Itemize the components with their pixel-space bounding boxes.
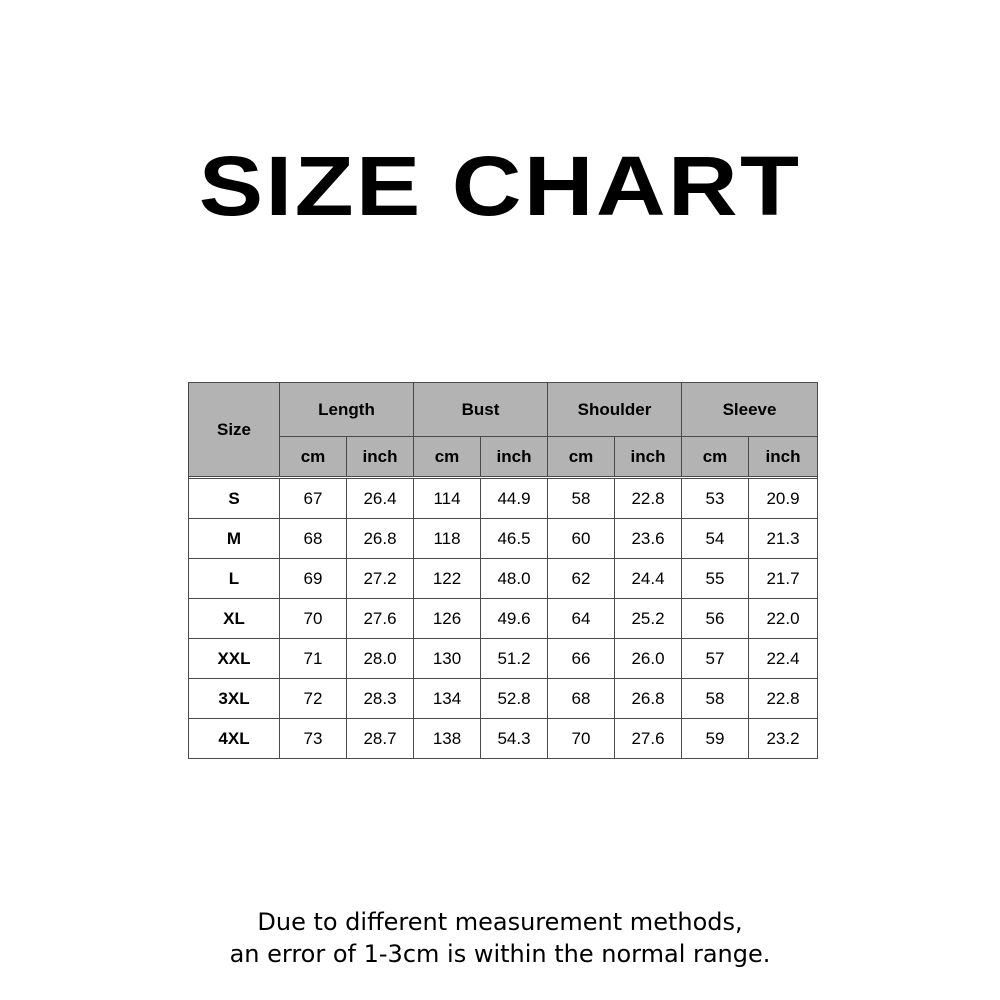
value-cell: 27.2 bbox=[347, 559, 414, 599]
value-cell: 58 bbox=[548, 479, 615, 519]
page-title: SIZE CHART bbox=[198, 139, 802, 233]
value-cell: 22.4 bbox=[749, 639, 818, 679]
value-cell: 46.5 bbox=[481, 519, 548, 559]
value-cell: 68 bbox=[280, 519, 347, 559]
value-cell: 27.6 bbox=[347, 599, 414, 639]
value-cell: 72 bbox=[280, 679, 347, 719]
value-cell: 58 bbox=[682, 679, 749, 719]
value-cell: 28.3 bbox=[347, 679, 414, 719]
value-cell: 130 bbox=[414, 639, 481, 679]
value-cell: 54 bbox=[682, 519, 749, 559]
unit-header-bust-inch: inch bbox=[481, 437, 548, 477]
value-cell: 126 bbox=[414, 599, 481, 639]
value-cell: 60 bbox=[548, 519, 615, 559]
value-cell: 44.9 bbox=[481, 479, 548, 519]
unit-header-shoulder-inch: inch bbox=[615, 437, 682, 477]
table-row bbox=[189, 519, 818, 559]
value-cell: 49.6 bbox=[481, 599, 548, 639]
value-cell: 73 bbox=[280, 719, 347, 759]
value-cell: 71 bbox=[280, 639, 347, 679]
note-line-1: Due to different measurement methods, bbox=[257, 908, 743, 936]
table-row bbox=[189, 479, 818, 519]
value-cell: 64 bbox=[548, 599, 615, 639]
value-cell: 52.8 bbox=[481, 679, 548, 719]
value-cell: 23.6 bbox=[615, 519, 682, 559]
size-chart-table bbox=[188, 382, 818, 759]
unit-header-length-cm: cm bbox=[280, 437, 347, 477]
unit-header-length-inch: inch bbox=[347, 437, 414, 477]
header-row-groups bbox=[189, 383, 818, 437]
value-cell: 122 bbox=[414, 559, 481, 599]
value-cell: 22.8 bbox=[749, 679, 818, 719]
value-cell: 28.0 bbox=[347, 639, 414, 679]
group-header-sleeve: Sleeve bbox=[682, 383, 818, 437]
value-cell: 20.9 bbox=[749, 479, 818, 519]
size-label-cell: XXL bbox=[189, 639, 280, 679]
group-header-length: Length bbox=[280, 383, 414, 437]
size-label-cell: L bbox=[189, 559, 280, 599]
value-cell: 56 bbox=[682, 599, 749, 639]
unit-header-sleeve-inch: inch bbox=[749, 437, 818, 477]
unit-header-sleeve-cm: cm bbox=[682, 437, 749, 477]
value-cell: 68 bbox=[548, 679, 615, 719]
value-cell: 26.0 bbox=[615, 639, 682, 679]
value-cell: 67 bbox=[280, 479, 347, 519]
value-cell: 62 bbox=[548, 559, 615, 599]
measurement-note bbox=[0, 906, 1000, 970]
value-cell: 21.7 bbox=[749, 559, 818, 599]
value-cell: 55 bbox=[682, 559, 749, 599]
value-cell: 138 bbox=[414, 719, 481, 759]
group-header-bust: Bust bbox=[414, 383, 548, 437]
value-cell: 57 bbox=[682, 639, 749, 679]
size-label-cell: S bbox=[189, 479, 280, 519]
value-cell: 24.4 bbox=[615, 559, 682, 599]
value-cell: 69 bbox=[280, 559, 347, 599]
value-cell: 25.2 bbox=[615, 599, 682, 639]
value-cell: 114 bbox=[414, 479, 481, 519]
value-cell: 28.7 bbox=[347, 719, 414, 759]
table-row bbox=[189, 719, 818, 759]
table-row bbox=[189, 639, 818, 679]
note-line-2: an error of 1-3cm is within the normal range. bbox=[229, 940, 771, 968]
unit-header-shoulder-cm: cm bbox=[548, 437, 615, 477]
value-cell: 70 bbox=[280, 599, 347, 639]
value-cell: 54.3 bbox=[481, 719, 548, 759]
value-cell: 26.8 bbox=[347, 519, 414, 559]
table-row bbox=[189, 679, 818, 719]
size-label-cell: 3XL bbox=[189, 679, 280, 719]
size-label-cell: 4XL bbox=[189, 719, 280, 759]
header-row-units bbox=[189, 437, 818, 477]
table-row bbox=[189, 559, 818, 599]
size-label-cell: XL bbox=[189, 599, 280, 639]
value-cell: 26.8 bbox=[615, 679, 682, 719]
value-cell: 51.2 bbox=[481, 639, 548, 679]
value-cell: 23.2 bbox=[749, 719, 818, 759]
value-cell: 22.0 bbox=[749, 599, 818, 639]
value-cell: 22.8 bbox=[615, 479, 682, 519]
value-cell: 53 bbox=[682, 479, 749, 519]
size-column-header: Size bbox=[189, 383, 280, 477]
value-cell: 70 bbox=[548, 719, 615, 759]
table-row bbox=[189, 599, 818, 639]
value-cell: 134 bbox=[414, 679, 481, 719]
value-cell: 59 bbox=[682, 719, 749, 759]
value-cell: 48.0 bbox=[481, 559, 548, 599]
unit-header-bust-cm: cm bbox=[414, 437, 481, 477]
value-cell: 26.4 bbox=[347, 479, 414, 519]
value-cell: 27.6 bbox=[615, 719, 682, 759]
value-cell: 66 bbox=[548, 639, 615, 679]
group-header-shoulder: Shoulder bbox=[548, 383, 682, 437]
size-label-cell: M bbox=[189, 519, 280, 559]
value-cell: 118 bbox=[414, 519, 481, 559]
value-cell: 21.3 bbox=[749, 519, 818, 559]
